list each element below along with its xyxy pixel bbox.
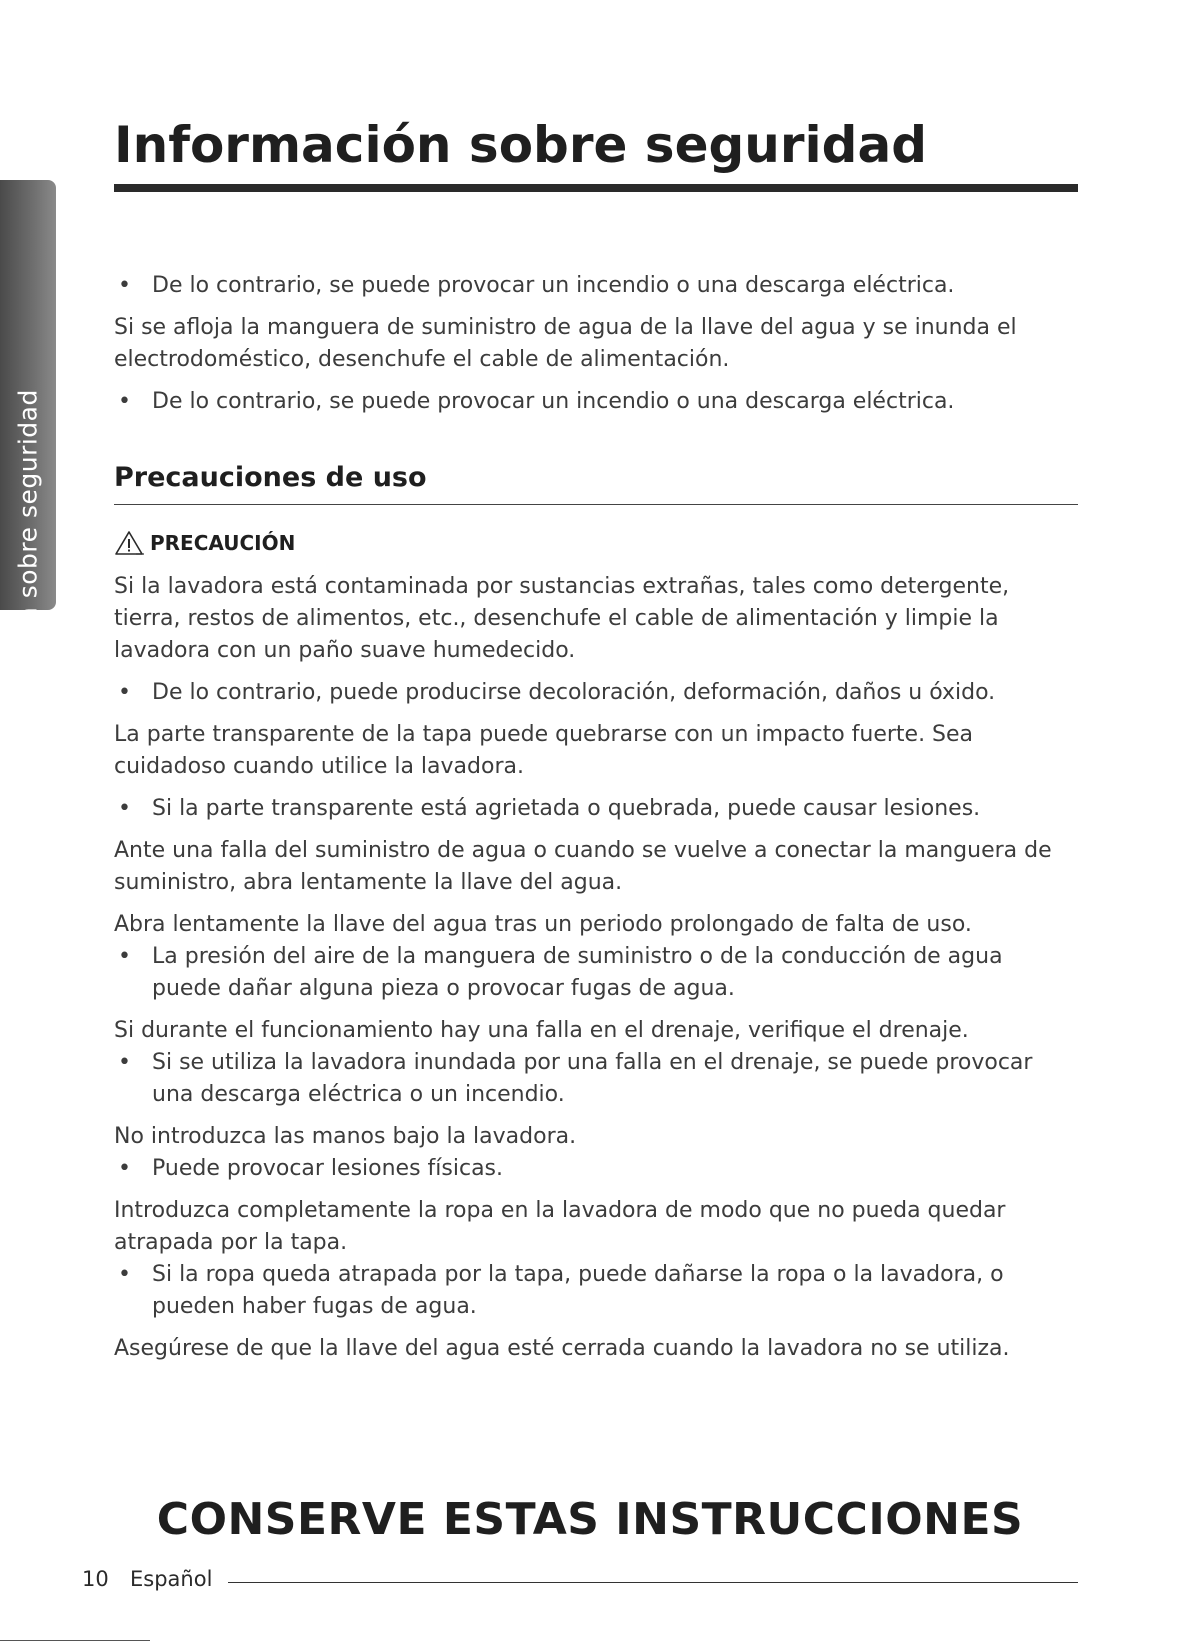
intro-block xyxy=(114,270,1078,418)
section-items xyxy=(114,571,1078,1365)
paragraph: La parte transparente de la tapa puede quebrarse con un impacto fuerte. Sea cuidadoso cuando utilice la lavadora. xyxy=(114,722,974,779)
paragraph: Si la lavadora está contaminada por sustancias extrañas, tales como detergente, tierra, restos de alimentos, etc., desenchufe el cable de alimentación y limpie la lavadora con un paño suave humedecido. xyxy=(114,574,1010,663)
bullet-item: • Si la ropa queda atrapada por la tapa, puede dañarse la ropa o la lavadora, o pueden haber fugas de agua. xyxy=(114,1259,1078,1323)
warning-triangle-icon xyxy=(114,530,144,556)
content xyxy=(114,270,1078,1375)
page-title: Información sobre seguridad xyxy=(114,116,927,174)
footer-title: CONSERVE ESTAS INSTRUCCIONES xyxy=(156,1494,1024,1545)
bullet-item: • De lo contrario, puede producirse decoloración, deformación, daños u óxido. xyxy=(114,677,1078,709)
footer-rule xyxy=(228,1582,1078,1583)
paragraph: No introduzca las manos bajo la lavadora. xyxy=(114,1124,577,1149)
section-heading: Precauciones de uso xyxy=(114,458,1078,505)
bullet-item: • Si se utiliza la lavadora inundada por una falla en el drenaje, se puede provocar una descarga eléctrica o un incendio. xyxy=(114,1047,1078,1111)
caution-text: PRECAUCIÓN xyxy=(150,531,296,555)
side-tab-label: Información sobre seguridad xyxy=(13,389,43,761)
page-language: Español xyxy=(130,1567,213,1591)
paragraph: Si se afloja la manguera de suministro de agua de la llave del agua y se inunda el electrodoméstico, desenchufe el cable de alimentación. xyxy=(114,315,1017,372)
paragraph: Introduzca completamente la ropa en la lavadora de modo que no pueda quedar atrapada por la tapa. xyxy=(114,1198,1006,1255)
bullet-item: • Si la parte transparente está agrietada o quebrada, puede causar lesiones. xyxy=(114,793,1078,825)
bottom-mark xyxy=(0,1640,150,1641)
bullet-item: • De lo contrario, se puede provocar un incendio o una descarga eléctrica. xyxy=(114,270,1078,302)
title-underline xyxy=(114,184,1078,192)
paragraph: Asegúrese de que la llave del agua esté cerrada cuando la lavadora no se utiliza. xyxy=(114,1336,1010,1361)
side-tab xyxy=(0,180,56,761)
caution-label xyxy=(114,527,1078,559)
bullet-item: • Puede provocar lesiones físicas. xyxy=(114,1153,1078,1185)
bullet-item: • De lo contrario, se puede provocar un incendio o una descarga eléctrica. xyxy=(114,386,1078,418)
paragraph: Ante una falla del suministro de agua o cuando se vuelve a conectar la manguera de suministro, abra lentamente la llave del agua. xyxy=(114,838,1052,895)
bullet-item: • La presión del aire de la manguera de suministro o de la conducción de agua puede dañar alguna pieza o provocar fugas de agua. xyxy=(114,941,1078,1005)
page-number: 10 xyxy=(82,1567,109,1591)
paragraph: Abra lentamente la llave del agua tras un periodo prolongado de falta de uso. xyxy=(114,912,972,937)
paragraph: Si durante el funcionamiento hay una falla en el drenaje, verifique el drenaje. xyxy=(114,1018,969,1043)
